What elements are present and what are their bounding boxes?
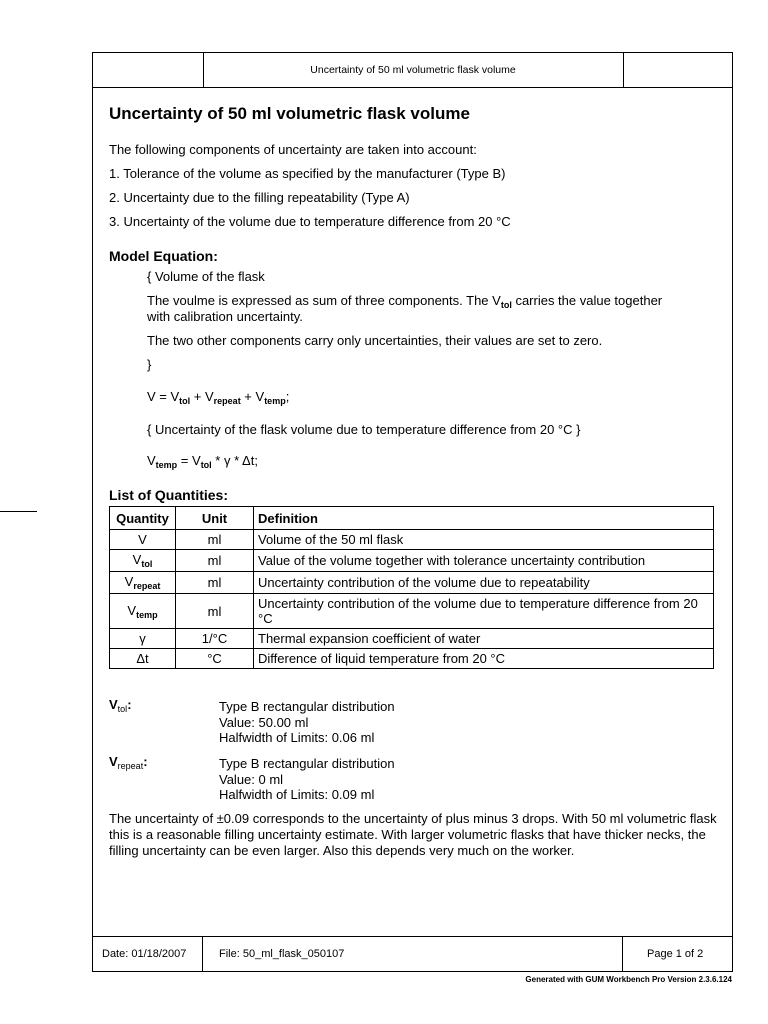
table-row [110, 629, 714, 649]
definition-cell: Uncertainty contribution of the volume due to repeatability [254, 572, 714, 594]
vrepeat-line: Type B rectangular distribution [219, 756, 395, 771]
component-item: 1. Tolerance of the volume as specified by the manufacturer (Type B) [109, 166, 506, 181]
footer-date: Date: 01/18/2007 [93, 937, 203, 971]
vrepeat-line: Value: 0 ml [219, 771, 284, 787]
column-header: Quantity [110, 507, 176, 530]
list-heading: List of Quantities: [109, 487, 228, 503]
generator-note: Generated with GUM Workbench Pro Version 2.3.6.124 [525, 975, 732, 984]
unit-cell: ml [176, 550, 254, 572]
component-item: 3. Uncertainty of the volume due to temperature difference from 20 °C [109, 214, 511, 229]
vrepeat-line: Halfwidth of Limits: 0.09 ml [219, 787, 375, 802]
definition-cell: Value of the volume together with tolerance uncertainty contribution [254, 550, 714, 572]
table-header-row [110, 507, 714, 530]
vtol-line: Type B rectangular distribution [219, 699, 395, 714]
model-heading: Model Equation: [109, 248, 218, 264]
definition-cell: Volume of the 50 ml flask [254, 530, 714, 550]
document-title: Uncertainty of 50 ml volumetric flask volume [109, 104, 470, 123]
model-equation: $V = V_{tol} + V_{repeat} + V_{temp}$; [147, 389, 290, 406]
vtol-label: $V_{tol}$: [109, 697, 132, 714]
table-row [110, 649, 714, 669]
quantity-cell: V [110, 530, 176, 550]
model-comment-line: with calibration uncertainty. [147, 309, 303, 324]
model-comment-close: } [147, 357, 152, 372]
note-paragraph: The uncertainty of ±0.09 corresponds to the uncertainty of plus minus 3 drops. With 50 ml volumetric flask this is a reasonable filling uncertainty estimate. With larger volumetric flasks that have thicker necks, the filling uncertainty can be even larger. Also this depends very much on the worker. [109, 811, 717, 858]
table-row [110, 550, 714, 572]
column-header: Unit [176, 507, 254, 530]
quantity-cell: $V_{repeat}$ [110, 572, 176, 594]
quantity-cell: γ [110, 629, 176, 649]
quantity-cell: Δt [110, 649, 176, 669]
page-footer [93, 936, 732, 971]
vtol-line: Halfwidth of Limits: 0.06 ml [219, 730, 375, 745]
unit-cell: ml [176, 594, 254, 629]
unit-cell: ml [176, 572, 254, 594]
definition-cell: Uncertainty contribution of the volume due to temperature difference from 20 °C [254, 594, 714, 629]
temp-comment: { Uncertainty of the flask volume due to temperature difference from 20 °C } [147, 422, 581, 437]
unit-cell: 1/°C [176, 629, 254, 649]
header-left-cell [93, 53, 204, 87]
vrepeat-label: $V_{repeat}$: [109, 754, 148, 771]
quantity-cell: $V_{temp}$ [110, 594, 176, 629]
unit-cell: ml [176, 530, 254, 550]
quantities-table [109, 506, 714, 669]
margin-rule [0, 511, 37, 512]
intro-text: The following components of uncertainty are taken into account: [109, 142, 477, 157]
table-row [110, 594, 714, 629]
unit-cell: °C [176, 649, 254, 669]
footer-file: File: 50_ml_flask_050107 [203, 937, 623, 971]
footer-page: Page 1 of 2 [647, 948, 704, 960]
vtol-line: Value: 50.00 ml [219, 714, 309, 730]
header-title: Uncertainty of 50 ml volumetric flask volume [203, 53, 624, 87]
model-comment-line: The two other components carry only uncertainties, their values are set to zero. [147, 333, 603, 348]
page-header [93, 53, 732, 88]
column-header: Definition [254, 507, 714, 530]
quantity-cell: $V_{tol}$ [110, 550, 176, 572]
temp-equation: $V_{temp} = V_{tol} * \gamma * \Delta t$; [147, 453, 258, 470]
vtol-details [219, 699, 395, 746]
table-row [110, 530, 714, 550]
vrepeat-details [219, 756, 395, 803]
component-item: 2. Uncertainty due to the filling repeatability (Type A) [109, 190, 410, 205]
definition-cell: Difference of liquid temperature from 20 °C [254, 649, 714, 669]
model-comment-open: { Volume of the flask [147, 269, 265, 284]
definition-cell: Thermal expansion coefficient of water [254, 629, 714, 649]
table-row [110, 572, 714, 594]
model-comment-line: The voulme is expressed as sum of three components. The $V_{tol}$ carries the value together [147, 293, 663, 310]
